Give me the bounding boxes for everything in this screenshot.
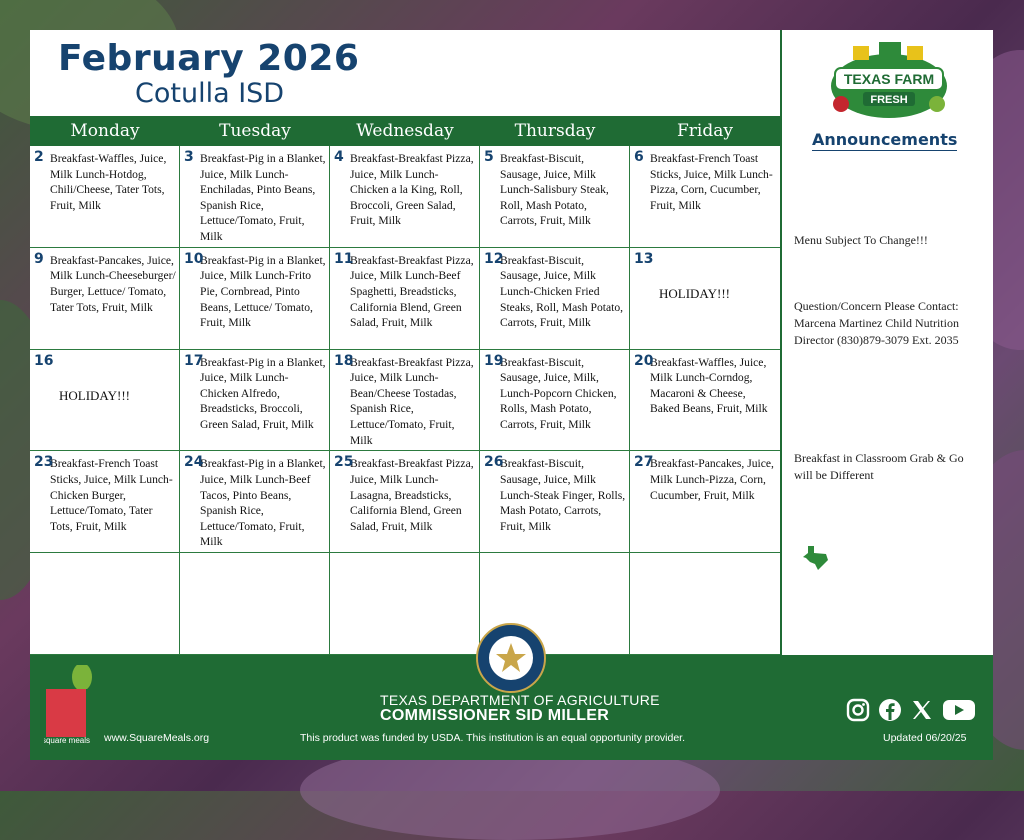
menu-text: Breakfast-Pancakes, Juice, Milk Lunch-Pizza, Corn, Cucumber, Fruit, Milk — [650, 457, 774, 502]
holiday-label: HOLIDAY!!! — [659, 285, 731, 301]
instagram-icon[interactable] — [846, 698, 870, 727]
menu-text: Breakfast-Biscuit, Sausage, Juice, Milk Lunch-Salisbury Steak, Roll, Mash Potato, Carrots, Fruit, Milk — [500, 152, 609, 228]
menu-text: Breakfast-Waffles, Juice, Milk Lunch-Corndog, Macaroni & Cheese, Baked Beans, Fruit, Milk — [650, 355, 768, 416]
calendar-day — [630, 146, 780, 248]
menu-card — [30, 30, 993, 760]
calendar-day — [330, 248, 480, 350]
calendar-day — [480, 451, 630, 553]
menu-text: Breakfast-Breakfast Pizza, Juice, Milk Lunch-Beef Spaghetti, Breadsticks, California Blend, Green Salad, Fruit, Milk — [350, 253, 474, 330]
menu-text: Breakfast-Pig in a Blanket, Juice, Milk Lunch-Frito Pie, Cornbread, Pinto Beans, Lettuce/ Tomato, Fruit, Milk — [200, 253, 326, 330]
updated-date: Updated 06/20/25 — [883, 732, 967, 744]
menu-text: Breakfast-Waffles, Juice, Milk Lunch-Hotdog, Chili/Cheese, Tater Tots, Fruit, Milk — [50, 152, 167, 212]
menu-text: Breakfast-French Toast Sticks, Juice, Milk Lunch-Chicken Burger, Lettuce/Tomato, Tater Tots, Fruit, Milk — [50, 457, 173, 533]
weekday-label: Monday — [70, 121, 140, 141]
announcement-note: Question/Concern Please Contact: Marcena Martinez Child Nutrition Director (830)879-3079 Ext. 2035 — [794, 299, 959, 347]
menu-text: Breakfast-Biscuit, Sausage, Juice, Milk Lunch-Steak Finger, Rolls, Mash Potato, Carrots, Fruit, Milk — [500, 457, 626, 533]
calendar-day — [630, 350, 780, 452]
calendar-day — [480, 248, 630, 350]
calendar-day — [330, 146, 480, 248]
day-number: 3 — [184, 149, 194, 165]
page-title: February 2026 — [58, 38, 360, 79]
calendar — [30, 30, 782, 655]
calendar-day — [30, 350, 180, 452]
day-number: 19 — [484, 352, 504, 369]
day-number: 10 — [184, 250, 204, 267]
commissioner-name: COMMISSIONER SID MILLER — [380, 707, 610, 724]
sidebar — [782, 30, 993, 655]
calendar-day — [30, 451, 180, 553]
menu-text: Breakfast-Biscuit, Sausage, Juice, Milk Lunch-Chicken Fried Steaks, Roll, Mash Potato, Carrots, Fruit, Milk — [500, 253, 624, 330]
day-number: 5 — [484, 149, 494, 165]
facebook-icon[interactable] — [878, 698, 902, 727]
day-number: 23 — [34, 454, 54, 471]
menu-text: Breakfast-Pig in a Blanket, Juice, Milk Lunch-Beef Tacos, Pinto Beans, Spanish Rice, Lettuce/Tomato, Fruit, Milk — [200, 457, 326, 549]
day-number: 12 — [484, 250, 504, 267]
day-number: 4 — [334, 149, 344, 165]
day-number: 13 — [634, 250, 654, 267]
day-number: 27 — [634, 454, 654, 471]
menu-text: Breakfast-Pancakes, Juice, Milk Lunch-Cheeseburger/ Burger, Lettuce/ Tomato, Tater Tots, Fruit, Milk — [50, 253, 176, 314]
menu-text: Breakfast-Breakfast Pizza, Juice, Milk Lunch-Bean/Cheese Tostadas, Spanish Rice, Lettuce/Tomato, Fruit, Milk — [350, 355, 474, 447]
texas-farm-fresh-logo — [827, 38, 951, 122]
funding-note: This product was funded by USDA. This institution is an equal opportunity provider. — [300, 732, 686, 744]
day-number: 16 — [34, 352, 54, 369]
calendar-day — [630, 451, 780, 553]
menu-text: Breakfast-French Toast Sticks, Juice, Milk Lunch-Pizza, Corn, Cucumber, Fruit, Milk — [650, 152, 773, 212]
weekday-header — [30, 116, 780, 146]
x-icon[interactable] — [910, 698, 934, 727]
calendar-day — [180, 451, 330, 553]
square-meals-logo — [44, 665, 100, 750]
calendar-day — [330, 350, 480, 452]
announcements-heading: Announcements — [812, 130, 958, 149]
calendar-day — [30, 553, 180, 655]
calendar-day — [180, 146, 330, 248]
social-links — [846, 698, 976, 727]
calendar-grid — [30, 146, 780, 655]
calendar-day — [180, 350, 330, 452]
youtube-icon[interactable] — [942, 698, 976, 727]
weekday-label: Wednesday — [356, 121, 454, 141]
svg-text:FRESH: FRESH — [870, 94, 908, 106]
svg-text:square meals: square meals — [44, 736, 91, 745]
day-number: 26 — [484, 454, 504, 471]
calendar-day — [330, 553, 480, 655]
day-number: 25 — [334, 454, 354, 471]
calendar-day — [30, 146, 180, 248]
announcement-note: Breakfast in Classroom Grab & Go will be Different — [794, 451, 964, 482]
menu-text: Breakfast-Pig in a Blanket, Juice, Milk Lunch-Chicken Alfredo, Breadsticks, Broccoli, Green Salad, Fruit, Milk — [200, 355, 326, 431]
square-meals-link[interactable]: www.SquareMeals.org — [104, 732, 210, 744]
tda-seal — [476, 623, 546, 693]
calendar-day — [180, 553, 330, 655]
holiday-label: HOLIDAY!!! — [59, 387, 131, 403]
calendar-day — [330, 451, 480, 553]
day-number: 9 — [34, 250, 44, 267]
weekday-label: Tuesday — [219, 121, 291, 141]
day-number: 20 — [634, 352, 654, 369]
footer — [30, 655, 993, 760]
day-number: 24 — [184, 454, 204, 471]
calendar-day — [30, 248, 180, 350]
weekday-label: Friday — [677, 121, 733, 141]
menu-text: Breakfast-Pig in a Blanket, Juice, Milk Lunch-Enchiladas, Pinto Beans, Spanish Rice, Lettuce/Tomato, Fruit, Milk — [200, 152, 326, 243]
calendar-day — [630, 553, 780, 655]
texas-state-icon — [802, 544, 830, 574]
day-number: 11 — [334, 250, 354, 267]
day-number: 6 — [634, 149, 644, 165]
calendar-day — [630, 248, 780, 350]
district-name: Cotulla ISD — [135, 78, 285, 109]
weekday-label: Thursday — [514, 121, 596, 141]
calendar-day — [480, 350, 630, 452]
calendar-day — [480, 146, 630, 248]
day-number: 18 — [334, 352, 354, 369]
svg-text:TEXAS FARM: TEXAS FARM — [843, 71, 935, 87]
menu-text: Breakfast-Breakfast Pizza, Juice, Milk Lunch-Lasagna, Breadsticks, California Blend, Green Salad, Fruit, Milk — [350, 457, 474, 533]
menu-text: Breakfast-Breakfast Pizza, Juice, Milk Lunch-Chicken a la King, Roll, Broccoli, Green Salad, Fruit, Milk — [350, 152, 474, 228]
day-number: 17 — [184, 352, 204, 369]
calendar-day — [180, 248, 330, 350]
announcement-note: Menu Subject To Change!!! — [794, 233, 928, 247]
menu-text: Breakfast-Biscuit, Sausage, Juice, Milk, Lunch-Popcorn Chicken, Rolls, Mash Potato, Carrots, Fruit, Milk — [500, 355, 617, 431]
day-number: 2 — [34, 149, 44, 165]
agency-name: TEXAS DEPARTMENT OF AGRICULTURE — [380, 692, 660, 708]
